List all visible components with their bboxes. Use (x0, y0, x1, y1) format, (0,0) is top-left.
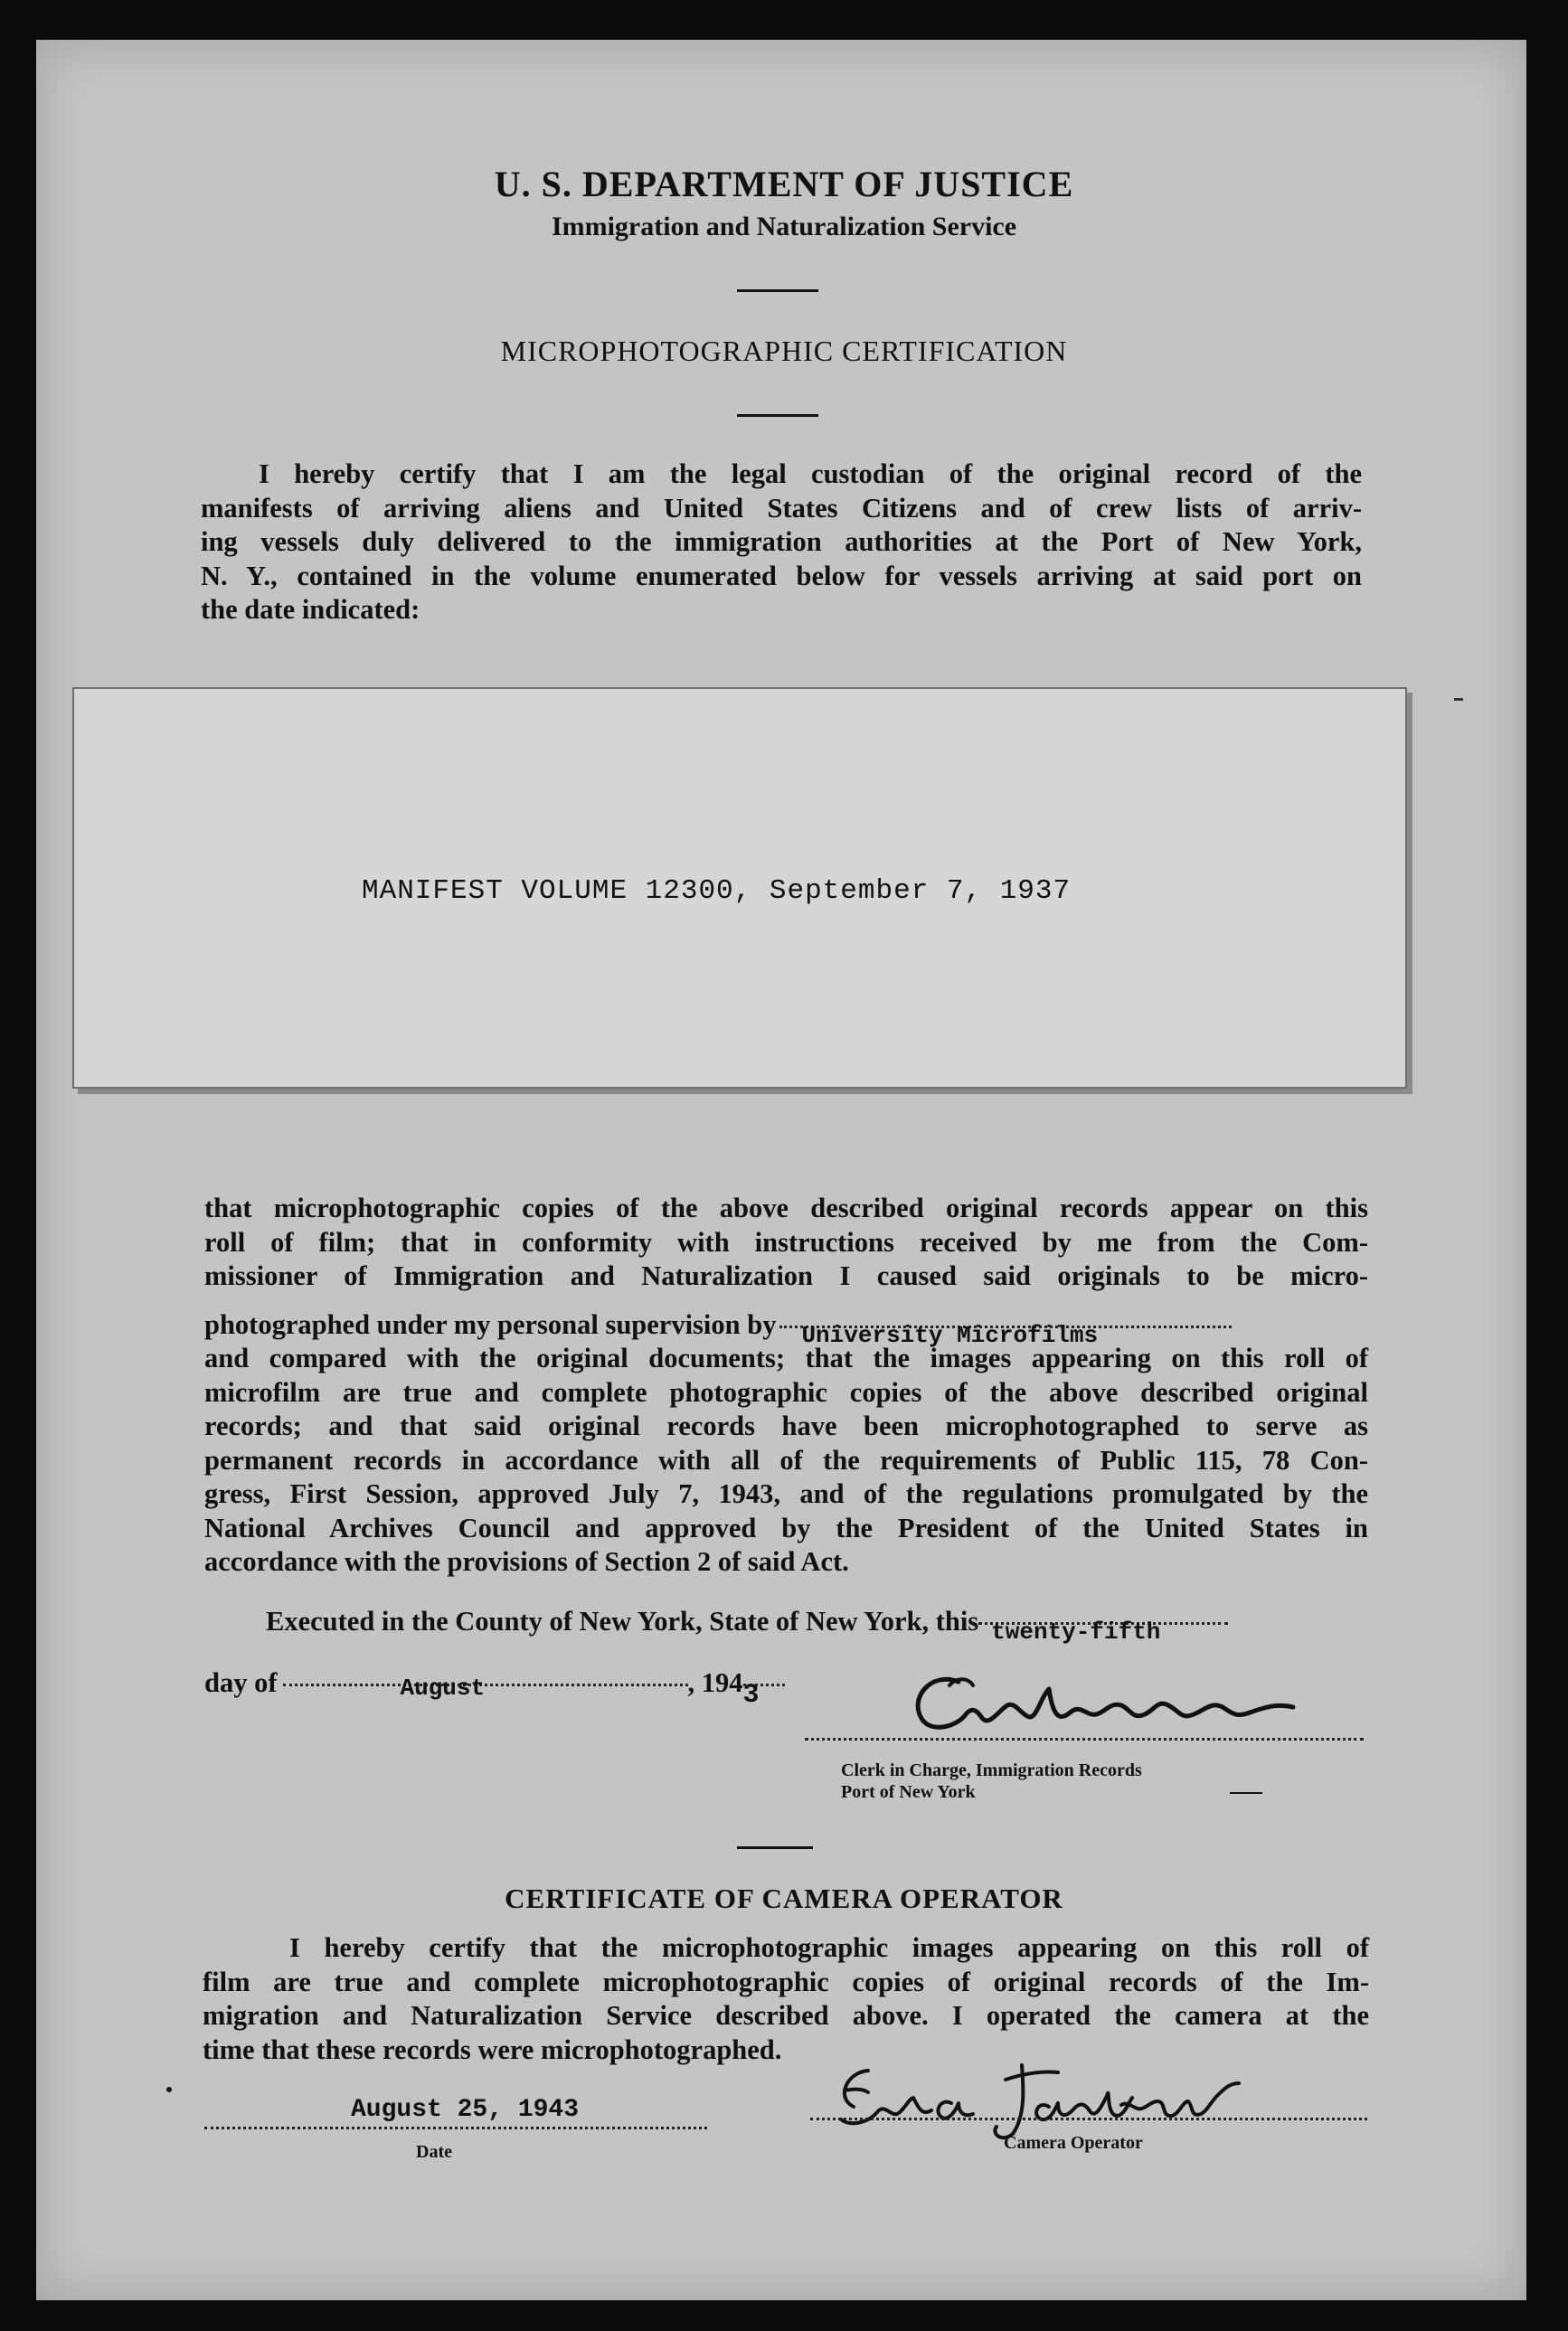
body-line: records; and that said original records have been microphotographed to serve as (204, 1411, 1368, 1441)
body-line: permanent records in accordance with all of the requirements of Public 115, 78 Con- (204, 1444, 1368, 1476)
divider-rule (737, 1846, 813, 1849)
service-subtitle: Immigration and Naturalization Service (551, 212, 1017, 241)
divider-rule (737, 414, 818, 417)
body-line: microfilm are true and complete photographic copies of the above described original (204, 1376, 1368, 1408)
day-of-label: day of (204, 1667, 278, 1698)
body-line: roll of film; that in conformity with instructions received by me from the Com- (204, 1226, 1368, 1258)
executed-line (266, 1606, 1228, 1646)
divider-rule (737, 289, 818, 292)
camera-operator-signature (814, 2053, 1248, 2143)
supervision-line (204, 1309, 1232, 1349)
year-prefix: , 194 (687, 1667, 743, 1698)
body-paragraph-a (204, 1192, 1368, 1294)
camera-operator-heading: CERTIFICATE OF CAMERA OPERATOR (505, 1883, 1063, 1914)
body-line: missioner of Immigration and Naturalization I caused said originals to be micro- (204, 1260, 1368, 1291)
camera-line: time that these records were microphotographed. (203, 2034, 782, 2065)
intro-line: ing vessels duly delivered to the immigration authorities at the Port of New York, (201, 526, 1362, 557)
operator-signature-line (810, 2118, 1367, 2120)
clerk-title-line2: Port of New York (841, 1782, 976, 1802)
operator-date-value: August 25, 1943 (351, 2096, 580, 2124)
clerk-title-line1: Clerk in Charge, Immigration Records (841, 1760, 1142, 1780)
certification-heading: MICROPHOTOGRAPHIC CERTIFICATION (500, 335, 1068, 367)
margin-dot (166, 2087, 172, 2092)
intro-line: I hereby certify that I am the legal custodian of the original record of the (259, 458, 1362, 489)
intro-paragraph (201, 458, 1362, 628)
body-line: accordance with the provisions of Section 2 of said Act. (204, 1546, 849, 1577)
camera-line: film are true and complete microphotographic copies of original records of the Im- (203, 1966, 1369, 1997)
margin-mark (1454, 698, 1463, 701)
supervision-prefix: photographed under my personal supervision by (204, 1309, 777, 1340)
manifest-volume-stamp: MANIFEST VOLUME 12300, September 7, 1937 (362, 875, 1072, 907)
year-digit: 3 (742, 1680, 760, 1711)
executed-prefix: Executed in the County of New York, State of New York, this (266, 1606, 979, 1637)
margin-mark (1230, 1792, 1262, 1794)
intro-line: the date indicated: (201, 594, 420, 625)
supervision-fill (779, 1322, 1232, 1349)
day-of-line (204, 1667, 785, 1711)
camera-line: I hereby certify that the microphotographic images appearing on this roll of (289, 1932, 1369, 1963)
clerk-signature (895, 1662, 1402, 1743)
clerk-signature-line (805, 1738, 1364, 1741)
intro-line: N. Y., contained in the volume enumerated below for vessels arriving at said port on (201, 560, 1362, 591)
department-title: U. S. DEPARTMENT OF JUSTICE (494, 164, 1074, 204)
body-line: and compared with the original documents; that the images appearing on this roll of (204, 1343, 1368, 1373)
month-value: August (400, 1675, 486, 1702)
executed-day-value: twenty-fifth (991, 1618, 1161, 1646)
year-fill (742, 1680, 785, 1711)
body-line: gress, First Session, approved July 7, 1943, and of the regulations promulgated by the (204, 1478, 1368, 1509)
camera-paragraph (203, 1931, 1369, 2067)
body-line: that microphotographic copies of the above described original records appear on this (204, 1193, 1368, 1223)
intro-line: manifests of arriving aliens and United States Citizens and of crew lists of arriv- (201, 492, 1362, 524)
operator-date-line (204, 2127, 707, 2129)
body-line: National Archives Council and approved by the President of the United States in (204, 1512, 1368, 1543)
operator-label: Camera Operator (1004, 2133, 1143, 2153)
body-paragraph-b (204, 1342, 1368, 1580)
executed-day-fill (978, 1618, 1228, 1646)
supervision-by-value: University Microfilms (801, 1322, 1099, 1349)
operator-date-label: Date (416, 2142, 452, 2162)
month-fill (283, 1675, 688, 1702)
camera-line: migration and Naturalization Service described above. I operated the camera at the (203, 2000, 1369, 2031)
